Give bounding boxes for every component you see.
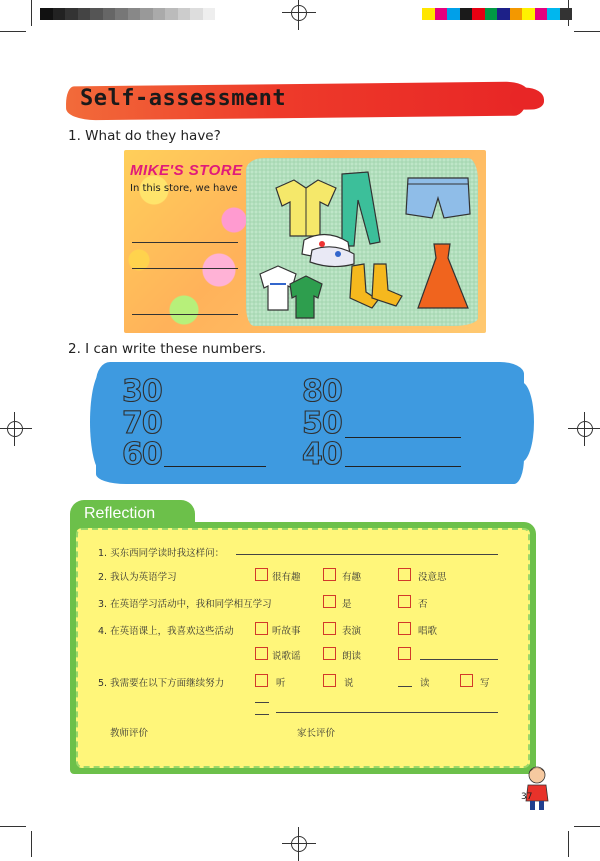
option-label: 很有趣	[272, 572, 301, 583]
tracing-number: 60	[122, 437, 162, 472]
checkbox[interactable]	[255, 674, 268, 687]
answer-line[interactable]	[132, 314, 238, 315]
trousers-icon	[342, 172, 380, 246]
page-number: 37	[521, 792, 533, 802]
shorts-icon	[406, 178, 470, 218]
registration-mark-right	[574, 418, 596, 440]
option-label: 听	[276, 678, 286, 689]
clothes-display	[246, 158, 478, 326]
tracing-number: 80	[302, 374, 342, 409]
registration-mark-top	[288, 2, 310, 24]
checkbox[interactable]	[398, 568, 411, 581]
tracing-number: 30	[122, 374, 162, 409]
shirt-icon	[276, 180, 336, 236]
parent-evaluation-label: 家长评价	[297, 728, 336, 739]
question-2: 2. I can write these numbers.	[68, 341, 267, 357]
option-label: 表演	[342, 626, 362, 637]
reflection-item-4: 4. 在英语课上，我喜欢这些活动	[98, 626, 234, 637]
checkbox[interactable]	[398, 647, 411, 660]
registration-mark-left	[4, 418, 26, 440]
answer-line[interactable]	[420, 659, 498, 660]
option-label: 朗读	[342, 651, 362, 662]
checkbox[interactable]	[323, 595, 336, 608]
sweater-icon	[260, 266, 322, 318]
option-label: 有趣	[342, 572, 362, 583]
writing-line[interactable]	[345, 466, 461, 467]
socks-icon	[350, 264, 402, 308]
answer-line[interactable]	[236, 554, 498, 555]
option-label: 说	[344, 678, 354, 689]
checkbox[interactable]	[323, 622, 336, 635]
gray-calibration-strip	[40, 8, 215, 20]
checkbox[interactable]	[255, 568, 268, 581]
store-name: MIKE'S STORE	[130, 162, 243, 179]
answer-line[interactable]	[132, 268, 238, 269]
crop-mark	[0, 31, 26, 32]
crop-mark	[568, 831, 569, 857]
crop-mark	[31, 831, 32, 857]
checkbox[interactable]	[398, 595, 411, 608]
tracing-number: 70	[122, 406, 162, 441]
crop-mark	[574, 31, 600, 32]
option-label: 是	[342, 599, 352, 610]
checkbox[interactable]	[255, 647, 268, 660]
checkbox[interactable]	[323, 568, 336, 581]
reflection-item-3: 3. 在英语学习活动中，我和同学相互学习	[98, 599, 272, 610]
checkbox[interactable]	[323, 647, 336, 660]
option-label: 没意思	[418, 572, 447, 583]
tracing-number: 50	[302, 406, 342, 441]
crop-mark	[574, 826, 600, 827]
reflection-item-5: 5. 我需要在以下方面继续努力	[98, 678, 225, 689]
store-picture	[124, 150, 486, 333]
store-subtitle: In this store, we have	[130, 183, 238, 194]
answer-line[interactable]	[398, 686, 412, 687]
option-label: 唱歌	[418, 626, 438, 637]
checkbox[interactable]	[460, 674, 473, 687]
checkbox[interactable]	[398, 622, 411, 635]
clothes-illustration	[246, 158, 478, 326]
checkbox[interactable]	[323, 674, 336, 687]
crop-mark	[0, 826, 26, 827]
color-calibration-strip	[422, 8, 572, 20]
tracing-number: 40	[302, 437, 342, 472]
page-title: Self-assessment	[80, 86, 287, 111]
writing-line[interactable]	[345, 437, 461, 438]
dress-icon	[418, 244, 468, 308]
crop-mark	[568, 0, 569, 26]
option-label: 写	[480, 678, 490, 689]
answer-line[interactable]	[255, 702, 269, 703]
writing-line[interactable]	[164, 466, 266, 467]
option-label: 听故事	[272, 626, 301, 637]
option-label: 说歌谣	[272, 651, 301, 662]
checkbox[interactable]	[255, 622, 268, 635]
registration-mark-bottom	[288, 833, 310, 855]
option-label: 读	[420, 678, 430, 689]
question-1: 1. What do they have?	[68, 128, 221, 144]
reflection-item-2: 2. 我认为英语学习	[98, 572, 177, 583]
answer-line[interactable]	[132, 242, 238, 243]
teacher-evaluation-label: 教师评价	[110, 728, 149, 739]
reflection-heading: Reflection	[84, 505, 156, 522]
crop-mark	[31, 0, 32, 26]
option-label: 否	[418, 599, 428, 610]
answer-line[interactable]	[276, 712, 498, 713]
reflection-item-1: 1. 买东西同学读时我这样问：	[98, 548, 225, 559]
boy-mascot-icon	[522, 765, 552, 811]
answer-line[interactable]	[255, 714, 269, 715]
